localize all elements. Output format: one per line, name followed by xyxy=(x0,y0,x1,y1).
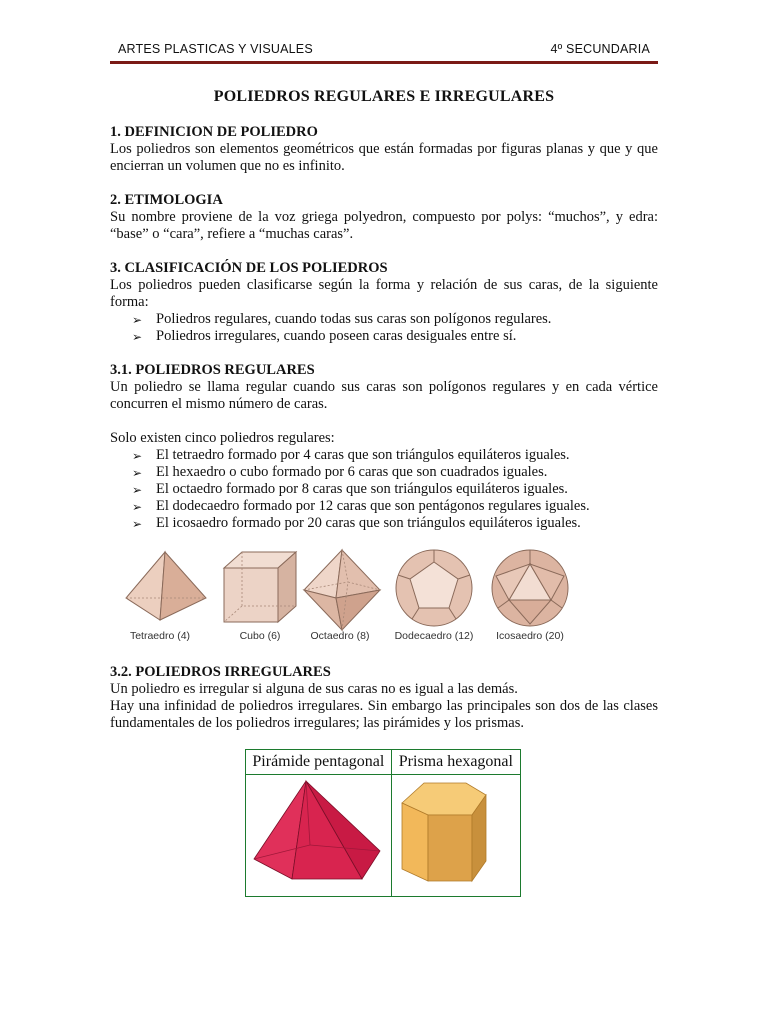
arrow-bullet-icon: ➢ xyxy=(132,449,143,463)
tetrahedron-icon xyxy=(120,548,210,628)
header-rule xyxy=(110,61,658,64)
section-text: Hay una infinidad de poliedros irregulares. Sin embargo las principales son dos de las clases fundamentales de los poliedros irregulares; las pirámides y los prismas. xyxy=(110,698,658,731)
dodecahedron-icon xyxy=(394,548,474,628)
cube-caption: Cubo (6) xyxy=(239,630,281,642)
section-text: Su nombre proviene de la voz griega polyedron, compuesto por polys: “muchos”, y edra: “base” o “cara”, refiere a “muchas caras”. xyxy=(110,209,658,242)
section-text: Los poliedros son elementos geométricos que están formadas por figuras planas y que y que encierran un volumen que no es infinito. xyxy=(110,141,658,174)
icosahedron-caption: Icosaedro (20) xyxy=(496,630,564,642)
octahedron-caption: Octaedro (8) xyxy=(310,630,370,642)
arrow-bullet-icon: ➢ xyxy=(132,466,143,480)
arrow-bullet-icon: ➢ xyxy=(132,313,143,327)
list-item: ➢ El dodecaedro formado por 12 caras que son pentágonos regulares iguales. xyxy=(132,498,590,514)
tetrahedron-caption: Tetraedro (4) xyxy=(129,630,191,642)
section-heading: 2. ETIMOLOGIA xyxy=(110,192,223,208)
list-item: ➢ El hexaedro o cubo formado por 6 caras que son cuadrados iguales. xyxy=(132,464,548,480)
tetrahedron-figure xyxy=(120,548,210,642)
classification-list xyxy=(110,311,658,345)
section-clasificacion xyxy=(110,260,658,345)
prism-cell xyxy=(391,775,520,897)
arrow-bullet-icon: ➢ xyxy=(132,330,143,344)
arrow-bullet-icon: ➢ xyxy=(132,517,143,531)
section-definicion xyxy=(110,124,658,175)
section-heading: 3.2. POLIEDROS IRREGULARES xyxy=(110,664,331,680)
list-item: ➢ El octaedro formado por 8 caras que son triángulos equiláteros iguales. xyxy=(132,481,568,497)
octahedron-figure xyxy=(300,548,384,642)
section-intro: Solo existen cinco poliedros regulares: xyxy=(110,430,335,446)
section-heading: 1. DEFINICION DE POLIEDRO xyxy=(110,124,318,140)
section-regulares xyxy=(110,362,658,532)
arrow-bullet-icon: ➢ xyxy=(132,483,143,497)
cube-figure xyxy=(220,548,300,642)
section-text: Un poliedro se llama regular cuando sus caras son polígonos regulares y en cada vértice concurren el mismo número de caras. xyxy=(110,379,658,412)
octahedron-icon xyxy=(300,548,384,632)
header-course: ARTES PLASTICAS Y VISUALES xyxy=(118,42,313,56)
list-item: ➢ Poliedros regulares, cuando todas sus caras son polígonos regulares. xyxy=(132,311,552,327)
section-text: Un poliedro es irregular si alguna de sus caras no es igual a las demás. xyxy=(110,681,518,697)
pentagonal-pyramid-icon xyxy=(248,775,388,891)
platonic-solids-figure xyxy=(120,548,572,648)
list-item: ➢ Poliedros irregulares, cuando poseen caras desiguales entre sí. xyxy=(132,328,517,344)
page-title: POLIEDROS REGULARES E IRREGULARES xyxy=(213,88,555,105)
prism-header: Prisma hexagonal xyxy=(391,750,520,775)
regular-solids-list xyxy=(110,447,658,532)
section-etimologia xyxy=(110,192,658,243)
list-item: ➢ El tetraedro formado por 4 caras que son triángulos equiláteros iguales. xyxy=(132,447,570,463)
section-heading: 3.1. POLIEDROS REGULARES xyxy=(110,362,315,378)
irregular-polyhedra-table xyxy=(245,749,521,897)
header-level: 4º SECUNDARIA xyxy=(550,42,650,56)
dodecahedron-caption: Dodecaedro (12) xyxy=(394,630,474,642)
icosahedron-icon xyxy=(490,548,570,628)
section-heading: 3. CLASIFICACIÓN DE LOS POLIEDROS xyxy=(110,260,388,276)
section-text: Los poliedros pueden clasificarse según la forma y relación de sus caras, de la siguiente forma: xyxy=(110,277,658,310)
pyramid-cell xyxy=(246,775,392,897)
cube-icon xyxy=(220,548,300,628)
pyramid-header: Pirámide pentagonal xyxy=(246,750,392,775)
hexagonal-prism-icon xyxy=(394,775,518,891)
icosahedron-figure xyxy=(490,548,570,642)
list-item: ➢ El icosaedro formado por 20 caras que son triángulos equiláteros iguales. xyxy=(132,515,581,531)
section-irregulares xyxy=(110,664,658,732)
dodecahedron-figure xyxy=(394,548,474,642)
arrow-bullet-icon: ➢ xyxy=(132,500,143,514)
